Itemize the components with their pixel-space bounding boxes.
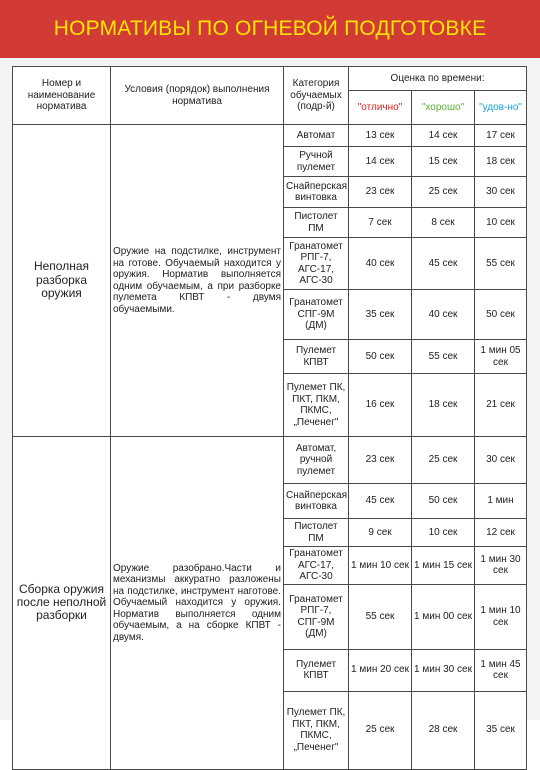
excellent-time-cell: 23 сек — [349, 437, 412, 484]
good-time-cell: 25 сек — [412, 437, 475, 484]
header-excellent: "отлично" — [349, 91, 412, 125]
excellent-time-cell: 50 сек — [349, 340, 412, 374]
category-cell: Пулемет ПК, ПКТ, ПКМ, ПКМС, „Печенег" — [284, 374, 349, 437]
satisfactory-time-cell: 30 сек — [475, 177, 527, 208]
standard-name: Неполная разборка оружия — [13, 125, 111, 437]
good-time-cell: 18 сек — [412, 374, 475, 437]
satisfactory-time-cell: 1 мин 05 сек — [475, 340, 527, 374]
table-row — [13, 437, 527, 484]
good-time-cell: 40 сек — [412, 290, 475, 340]
good-time-cell: 45 сек — [412, 238, 475, 290]
excellent-time-cell: 1 мин 10 сек — [349, 547, 412, 585]
good-time-cell: 14 сек — [412, 125, 475, 147]
good-time-cell: 8 сек — [412, 208, 475, 238]
category-cell: Автомат, ручной пулемет — [284, 437, 349, 484]
satisfactory-time-cell: 18 сек — [475, 147, 527, 177]
category-cell: Снайперская винтовка — [284, 177, 349, 208]
standard-name: Сборка оружия после неполной разборки — [13, 437, 111, 770]
excellent-time-cell: 40 сек — [349, 238, 412, 290]
excellent-time-cell: 16 сек — [349, 374, 412, 437]
table-body — [13, 125, 527, 770]
category-cell: Ручной пулемет — [284, 147, 349, 177]
header-row — [13, 67, 527, 91]
header-number: Номер и наименование норматива — [13, 67, 111, 125]
excellent-time-cell: 7 сек — [349, 208, 412, 238]
satisfactory-time-cell: 50 сек — [475, 290, 527, 340]
satisfactory-time-cell: 1 мин 30 сек — [475, 547, 527, 585]
category-cell: Гранатомет СПГ-9М (ДМ) — [284, 290, 349, 340]
satisfactory-time-cell: 55 сек — [475, 238, 527, 290]
excellent-time-cell: 9 сек — [349, 519, 412, 547]
satisfactory-time-cell: 10 сек — [475, 208, 527, 238]
header-category: Категория обучаемых (подр-й) — [284, 67, 349, 125]
header-good: "хорошо" — [412, 91, 475, 125]
category-cell: Пистолет ПМ — [284, 208, 349, 238]
category-cell: Автомат — [284, 125, 349, 147]
category-cell: Снайперская винтовка — [284, 484, 349, 519]
good-time-cell: 50 сек — [412, 484, 475, 519]
excellent-time-cell: 45 сек — [349, 484, 412, 519]
satisfactory-time-cell: 35 сек — [475, 691, 527, 769]
standard-conditions: Оружие разобрано.Части и механизмы аккуратно разложены на подстилке, инструмент наготове. Обучаемый находится у оружия. Норматив выполняется одним обучаемым, а на сборке КПВТ - двумя. — [111, 437, 284, 770]
title-banner — [0, 0, 540, 58]
good-time-cell: 1 мин 15 сек — [412, 547, 475, 585]
header-conditions: Условия (порядок) выполнения норматива — [111, 67, 284, 125]
excellent-time-cell: 55 сек — [349, 584, 412, 649]
satisfactory-time-cell: 12 сек — [475, 519, 527, 547]
satisfactory-time-cell: 30 сек — [475, 437, 527, 484]
good-time-cell: 25 сек — [412, 177, 475, 208]
satisfactory-time-cell: 21 сек — [475, 374, 527, 437]
good-time-cell: 1 мин 00 сек — [412, 584, 475, 649]
category-cell: Пулемет КПВТ — [284, 340, 349, 374]
category-cell: Гранатомет РПГ-7, СПГ-9М (ДМ) — [284, 584, 349, 649]
category-cell: Гранатомет АГС-17, АГС-30 — [284, 547, 349, 585]
excellent-time-cell: 23 сек — [349, 177, 412, 208]
table-row — [13, 125, 527, 147]
excellent-time-cell: 1 мин 20 сек — [349, 649, 412, 691]
category-cell: Пистолет ПМ — [284, 519, 349, 547]
excellent-time-cell: 25 сек — [349, 691, 412, 769]
good-time-cell: 1 мин 30 сек — [412, 649, 475, 691]
satisfactory-time-cell: 17 сек — [475, 125, 527, 147]
standard-conditions: Оружие на подстилке, инструмент на готове. Обучаемый находится у оружия. Норматив выполняется одним обучаемым, а при разборке пулемета КПВТ - двумя обучаемыми. — [111, 125, 284, 437]
header-satisfactory: "удов-но" — [475, 91, 527, 125]
category-cell: Пулемет КПВТ — [284, 649, 349, 691]
page-title: НОРМАТИВЫ ПО ОГНЕВОЙ ПОДГОТОВКЕ — [53, 17, 487, 40]
excellent-time-cell: 35 сек — [349, 290, 412, 340]
good-time-cell: 55 сек — [412, 340, 475, 374]
category-cell: Пулемет ПК, ПКТ, ПКМ, ПКМС, „Печенег" — [284, 691, 349, 769]
good-time-cell: 28 сек — [412, 691, 475, 769]
satisfactory-time-cell: 1 мин 10 сек — [475, 584, 527, 649]
category-cell: Гранатомет РПГ-7, АГС-17, АГС-30 — [284, 238, 349, 290]
good-time-cell: 10 сек — [412, 519, 475, 547]
standards-table — [12, 66, 527, 770]
satisfactory-time-cell: 1 мин 45 сек — [475, 649, 527, 691]
good-time-cell: 15 сек — [412, 147, 475, 177]
satisfactory-time-cell: 1 мин — [475, 484, 527, 519]
excellent-time-cell: 13 сек — [349, 125, 412, 147]
header-time: Оценка по времени: — [349, 67, 527, 91]
excellent-time-cell: 14 сек — [349, 147, 412, 177]
